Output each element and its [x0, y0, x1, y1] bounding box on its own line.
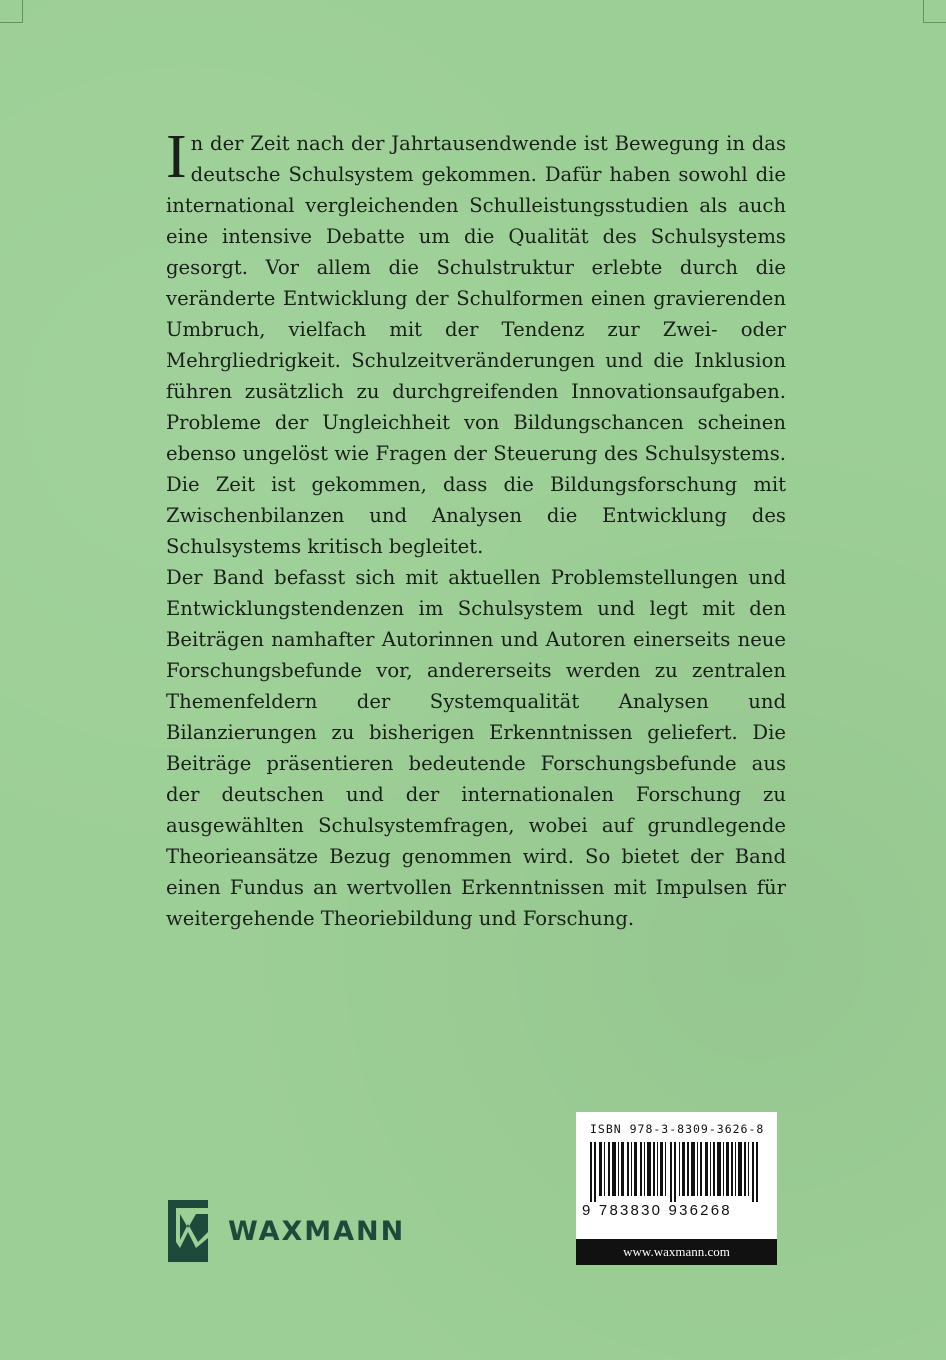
blurb-paragraph-1-text: n der Zeit nach der Jahrtausendwende ist Bewegung in das deutsche Schulsystem gekommen. Dafür haben sowohl die international vergleichenden Schulleistungsstudien als auch eine intensive Debatte um die Qualität des Schulsystems gesorgt. Vor allem die Schulstruktur erlebte durch die veränderte Entwicklung der Schulformen einen gravierenden Umbruch, vielfach mit der Tendenz zur Zwei- oder Mehrgliedrigkeit. Schulzeitveränderungen und die Inklusion führen zusätzlich zu durchgreifenden Innovationsaufgaben. Probleme der Ungleichheit von Bildungschancen scheinen ebenso ungelöst wie Fragen der Steuerung des Schulsystems. Die Zeit ist gekommen, dass die Bildungsforschung mit Zwischenbilanzen und Analysen die Entwicklung des Schulsystems kritisch begleitet.	[166, 132, 786, 558]
isbn-label: ISBN 978-3-8309-3626-8	[590, 1122, 765, 1136]
waxmann-w-icon	[166, 1198, 210, 1264]
isbn-barcode	[576, 1112, 777, 1265]
crop-mark-top-right	[923, 0, 946, 23]
blurb-paragraph-2: Der Band befasst sich mit aktuellen Problemstellungen und Entwicklungstendenzen im Schulsystem und legt mit den Beiträgen namhafter Autorinnen und Autoren einerseits neue Forschungsbefunde vor, andererseits werden zu zentralen Themenfeldern der Systemqualität Analysen und Bilanzierungen zu bisherigen Erkenntnissen geliefert. Die Beiträge präsentieren bedeutende Forschungsbefunde aus der deutschen und der internationalen Forschung zu ausgewählten Schulsystemfragen, wobei auf grundlegende Theorieansätze Bezug genommen wird. So bietet der Band einen Fundus an wertvollen Erkenntnissen mit Impulsen für weitergehende Theoriebildung und Forschung.	[166, 566, 786, 930]
blurb-paragraph-1	[166, 123, 786, 562]
publisher-url[interactable]: www.waxmann.com	[576, 1239, 777, 1265]
publisher-name: WAXMANN	[228, 1215, 406, 1247]
blurb-text	[166, 123, 786, 934]
barcode-digits: 9 783830 936268	[582, 1202, 732, 1219]
drop-cap: I	[166, 123, 187, 191]
publisher-logo	[166, 1198, 405, 1264]
crop-mark-top-left	[0, 0, 23, 23]
barcode-bars	[590, 1142, 764, 1202]
